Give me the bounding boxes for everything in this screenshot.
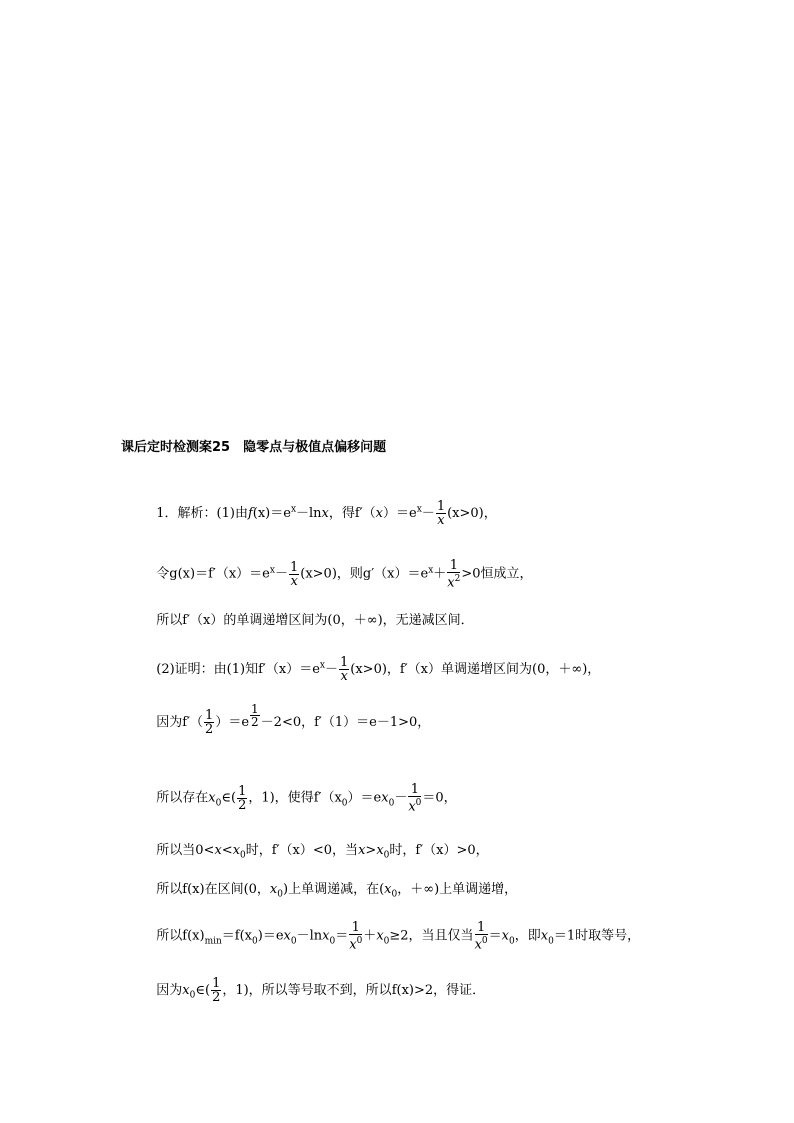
fraction: $\frac{1}{x^2}$ [447, 558, 461, 591]
fraction: $\frac{1}{x^0}$ [474, 920, 488, 953]
fraction: $\frac{1}{x^0}$ [349, 920, 363, 953]
solution-line-1: 1．解析：(1)由$f(x)=e^x-\ln x$，得$f'(x)=e^x-$ $\frac{1}{x}$ (x>0)， [156, 499, 497, 528]
solution-line-7: 所以当$0<x<x_0$时，f′（x）<0，当$x>x_0$时，f′（x）>0， [156, 843, 489, 861]
solution-line-10: 因为$x_0\in$( $\frac{1}{2}$ ，1)，所以等号取不到，所以f(x)>2，得证． [156, 976, 486, 1005]
solution-line-8: 所以f(x)在区间(0，$x_0$)上单调递减，在($x_0$，＋∞)上单调递增， [156, 882, 518, 900]
solution-line-4: (2)证明：由(1)知$f'(x)=e^x-$ $\frac{1}{x}$ (x>0)，f′（x）单调递增区间为(0，＋∞)， [156, 655, 601, 684]
solution-line-6: 所以存在$x_0\in$( $\frac{1}{2}$ ，1)，使得$f'(x_0)=ex_0-$ $\frac{1}{x^0}$ ＝0， [156, 782, 457, 815]
fraction: $\frac{1}{2}$ [212, 976, 221, 1005]
fraction: $\frac{1}{2}$ [205, 708, 214, 737]
exponent-fraction: $\frac{1}{2}$ [251, 702, 259, 729]
solution-line-2: 令$g(x)=f'(x)=e^x-$ $\frac{1}{x}$ (x>0)，则$g'(x)=e^x+$ $\frac{1}{x^2}$ >0恒成立， [156, 558, 533, 591]
fraction: $\frac{1}{2}$ [238, 783, 247, 813]
solution-line-3: 所以f′（x）的单调递增区间为(0，＋∞)，无递减区间． [156, 613, 474, 628]
solution-line-5: 因为f′（ $\frac{1}{2}$ ）＝e $\frac{1}{2}$ －2<0，f′（1）＝e－1>0， [156, 702, 431, 737]
fraction: $\frac{1}{x^0}$ [408, 782, 422, 815]
fraction: $\frac{1}{x}$ [436, 499, 446, 528]
fraction: $\frac{1}{x}$ [289, 559, 299, 589]
solution-line-9: 所以$f(x)_{min}=f(x_0)=ex_0-\ln x_0=$ $\frac{1}{x^0}$ $+x_0\ge 2$，当且仅当 $\frac{1}{x^0}$ $=x_0$，即$x_0=1$时取等号， [156, 920, 641, 953]
fraction: $\frac{1}{x}$ [340, 655, 349, 684]
page-title: 课后定时检测案25 隐零点与极值点偏移问题 [121, 440, 387, 455]
